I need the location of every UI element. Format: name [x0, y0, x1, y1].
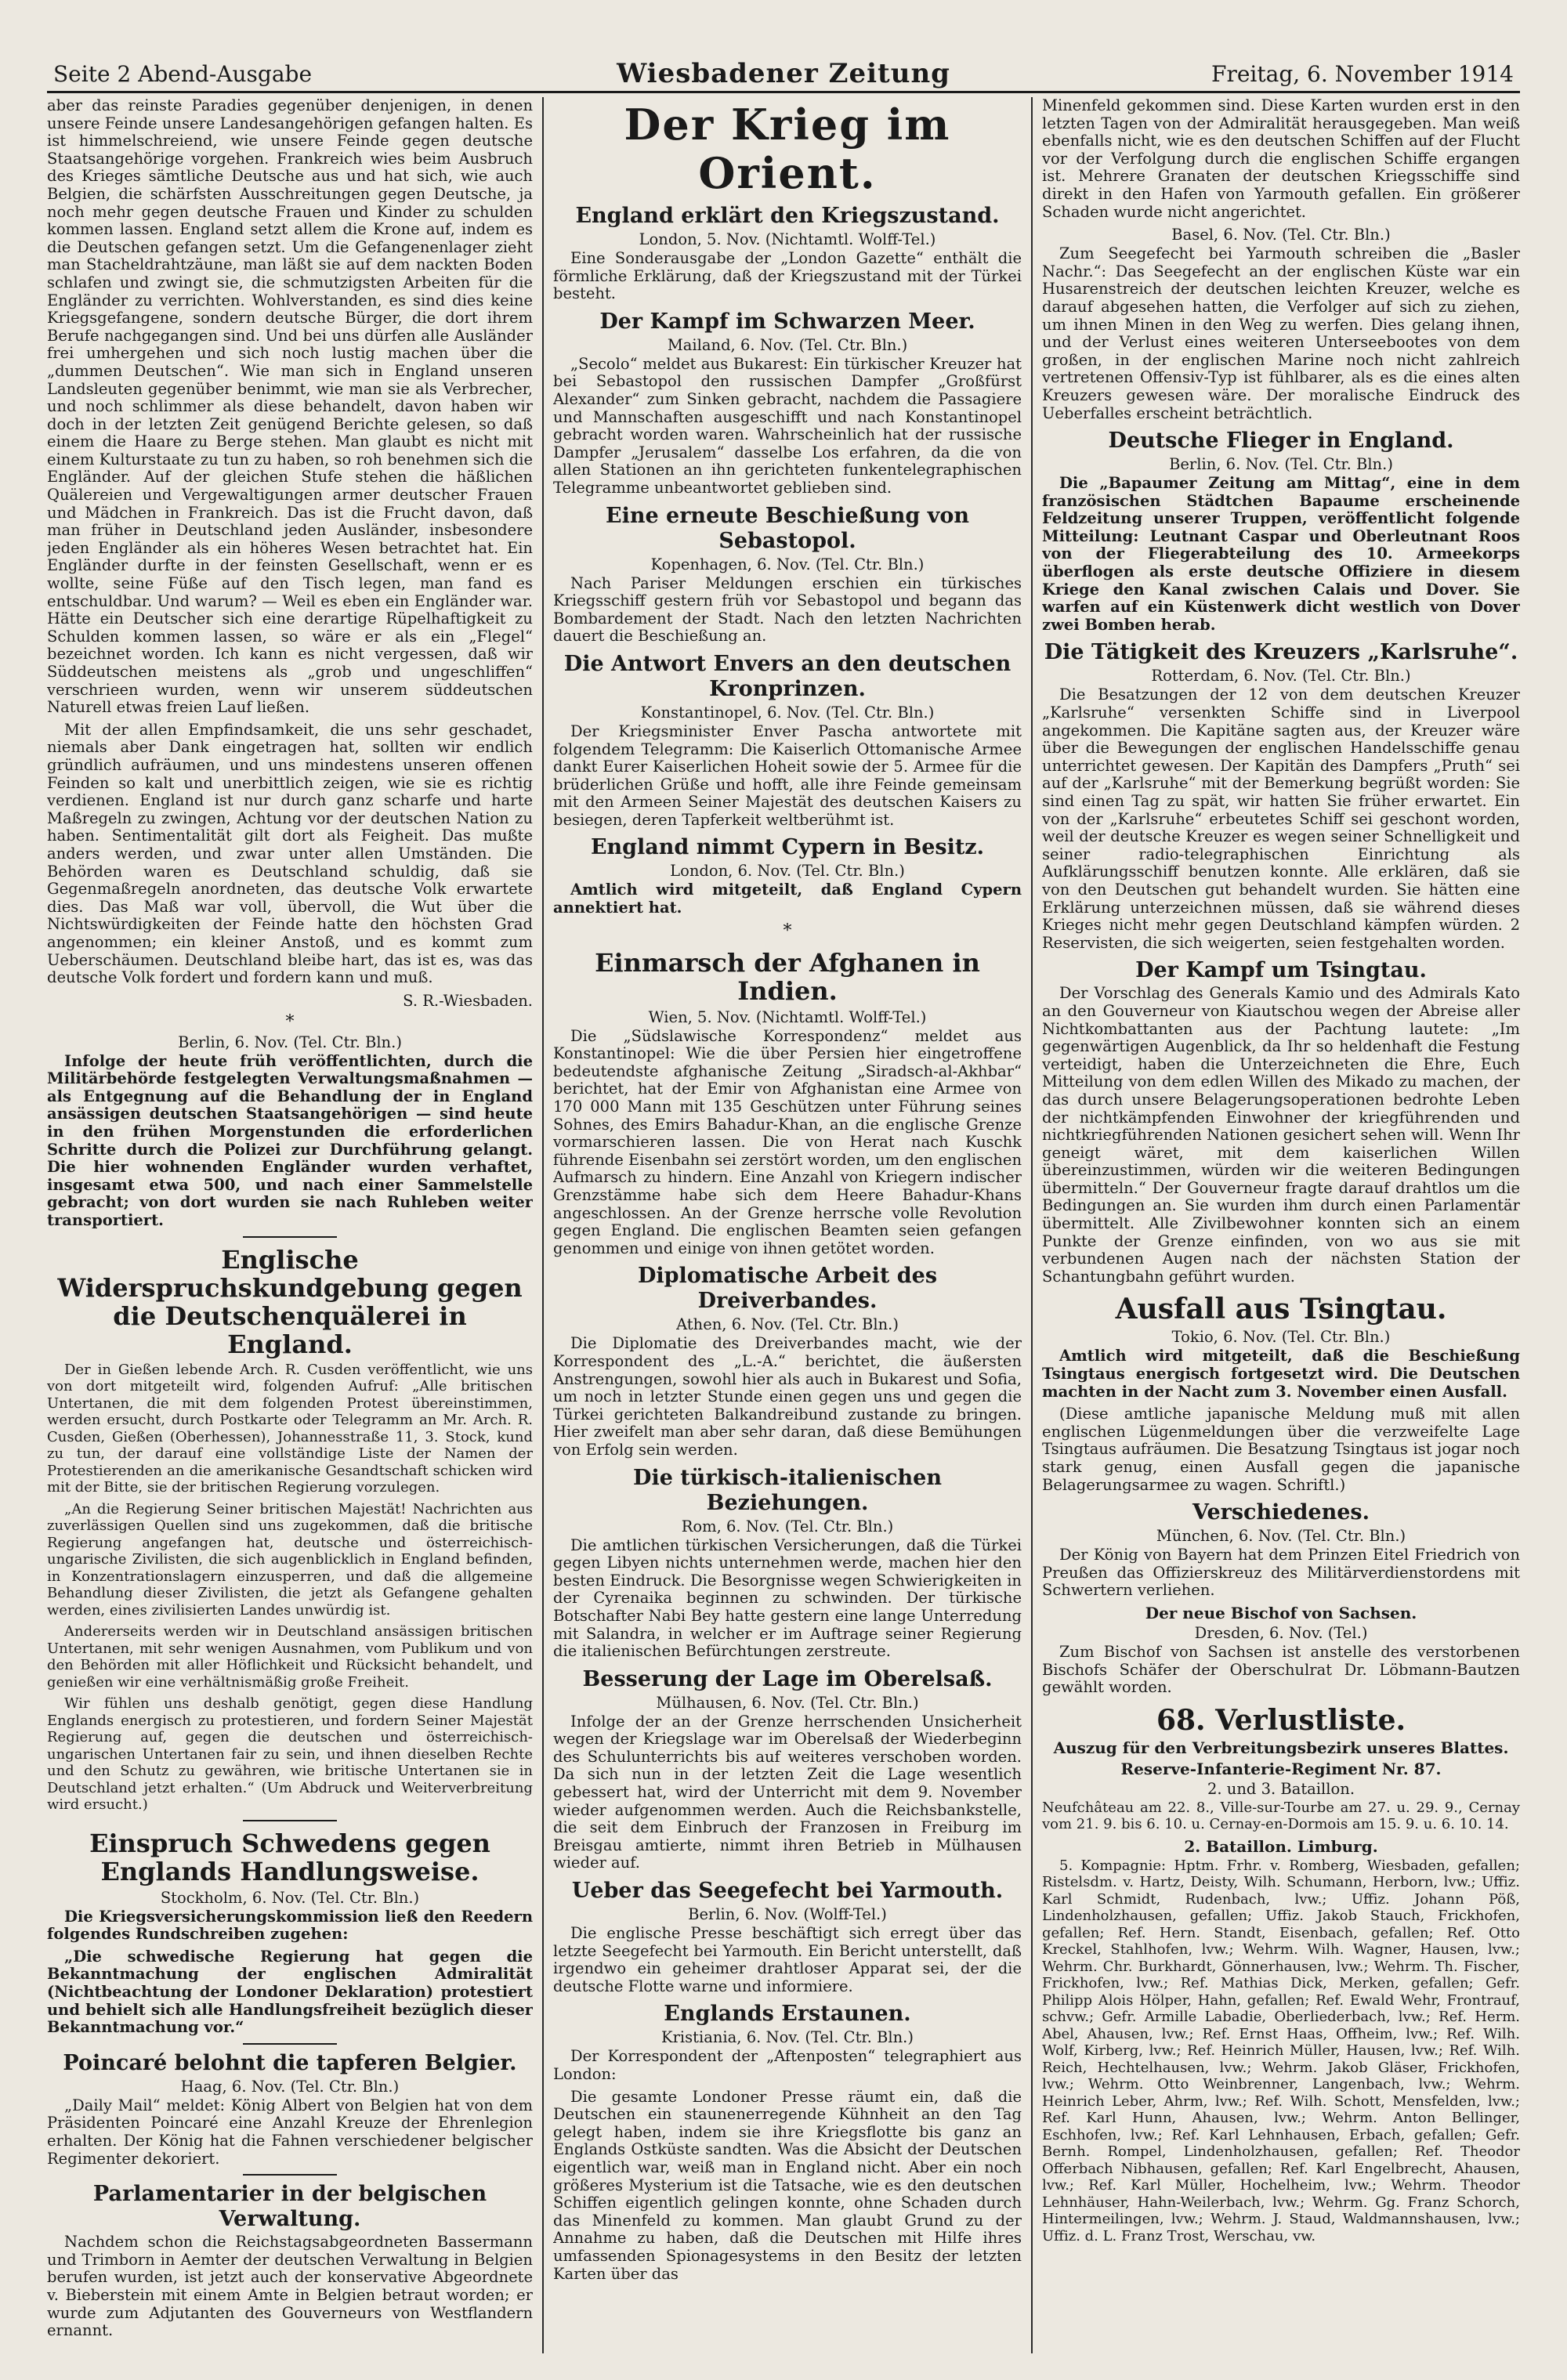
headline: Verschiedenes.: [1192, 1500, 1370, 1525]
headline: Ueber das Seegefecht bei Yarmouth.: [571, 1879, 1004, 1904]
battalion-title: 2. und 3. Bataillon.: [1207, 1779, 1355, 1798]
dateline: Rotterdam, 6. Nov. (Tel. Ctr. Bln.): [1151, 667, 1411, 685]
headline: Parlamentarier in der belgischen Verwaltung.: [92, 2182, 487, 2232]
headline: England erklärt den Kriegszustand.: [575, 204, 1000, 228]
dateline: Basel, 6. Nov. (Tel. Ctr. Bln.): [1171, 226, 1391, 244]
dateline: Haag, 6. Nov. (Tel. Ctr. Bln.): [180, 2077, 400, 2096]
article-text: „Secolo“ meldet aus Bukarest: Ein türkischer Kreuzer hat bei Sebastopol den russischen Dampfer „Großfürst Alexander“ zum Sinken gebracht, nachdem die Passagiere und Mannschaften ausgeschifft und nach Konstantinopel gebracht worden waren. Wahrscheinlich hat der russische Dampfer „Jerusalem“ dasselbe Los erfahren, da die von allen Stationen an ihn gerichteten funkentelegraphischen Telegramme unbeantwortet geblieben sind.: [553, 354, 1022, 497]
column-1: [47, 97, 533, 2353]
article-text: Amtlich wird mitgeteilt, daß die Beschießung Tsingtaus energisch fortgesetzt wird. Die Deutschen machten in der Nacht zum 3. November einen Ausfall.: [1042, 1347, 1520, 1401]
headline: Einspruch Schwedens gegen Englands Handlungsweise.: [89, 1828, 490, 1886]
dateline: London, 5. Nov. (Nichtamtl. Wolff-Tel.): [639, 230, 936, 248]
column-rule-1: [542, 97, 544, 2353]
headline: Einmarsch der Afghanen in Indien.: [595, 947, 980, 1006]
dateline: Berlin, 6. Nov. (Tel. Ctr. Bln.): [178, 1033, 402, 1051]
article-text: Die Kriegsversicherungskommission ließ den Reedern folgendes Rundschreiben zugehen:: [47, 1907, 533, 1944]
headline: Diplomatische Arbeit des Dreiverbandes.: [637, 1264, 938, 1314]
dateline: Berlin, 6. Nov. (Wolff-Tel.): [688, 1905, 887, 1924]
article-text: „Die schwedische Regierung hat gegen die Bekanntmachung der englischen Admiralität (Nichtbeachtung der Londoner Deklaration) protestiert und behielt sich alle Handlungsfreiheit bezüglich dieser Bekanntmachung vor.“: [47, 1947, 533, 2037]
article-text: Nachdem schon die Reichstagsabgeordneten Bassermann und Trimborn in Aemter der deutschen Verwaltung in Belgien berufen wurden, ist jetzt auch der konservative Abgeordnete v. Bieberstein mit einem Amte in Belgien betraut worden; er wurde zum Adjutanten des Gouverneurs von Westflandern ernannt.: [47, 2233, 533, 2340]
divider: [243, 1820, 337, 1821]
separator-star: *: [783, 921, 792, 941]
newspaper-title: Wiesbadener Zeitung: [617, 58, 950, 89]
article-text: Wir fühlen uns deshalb genötigt, gegen diese Handlung Englands energisch zu protestieren, und fordern Seiner Majestät Regierung auf, gegen die deutschen und österreichisch-ungarischen Untertanen fair zu sein, und ihnen dieselben Rechte und den Schutz zu gewähren, wie britische Untertanen sie in Deutschland jetzt erhalten.“ (Um Abdruck und Weiterverbreitung wird ersucht.): [47, 1695, 533, 1814]
regiment-title: Reserve-Infanterie-Regiment Nr. 87.: [1120, 1759, 1442, 1778]
article-text: Mit der allen Empfindsamkeit, die uns sehr geschadet, niemals aber Dank eingetragen hat, sollten wir endlich gründlich aufräumen, und uns mindestens unseren offenen Feinden so kalt und unerbittlich zeigen, wie sie es richtig verdienen. England ist nur durch ganz scharfe und harte Maßregeln zu zwingen, Achtung vor der deutschen Nation zu haben. Sentimentalität gilt dort als Feigheit. Das mußte anders werden, und zwar unter allen Umständen. Die Behörden waren es Deutschland schuldig, daß sie Gegenmaßregeln anordneten, das deutsche Volk erwartete dies. Das Maß war voll, übervoll, die Wut über die Nichtswürdigkeiten der Feinde hatte den höchsten Grad angenommen; ein kleiner Anstoß, und es kommt zum Ueberschäumen. Deutschland bleibe hart, das ist es, was das deutsche Volk fordert und fordern kann und muß.: [47, 720, 533, 987]
dateline: München, 6. Nov. (Tel. Ctr. Bln.): [1156, 1527, 1406, 1546]
article-text: „An die Regierung Seiner britischen Majestät! Nachrichten aus zuverlässigen Quellen sind uns zugekommen, daß die britische Regierung angefangen hat, deutsche und österreichisch-ungarische Zivilisten, die sich augenblicklich in England befinden, in Konzentrationslagern einzusperren, und daß die allgemeine Behandlung dieser Zivilisten, die jetzt als Gefangene gehalten werden, eines zivilisierten Landes unwürdig ist.: [47, 1500, 533, 1619]
dateline: Kopenhagen, 6. Nov. (Tel. Ctr. Bln.): [650, 555, 925, 573]
article-text: Der Kriegsminister Enver Pascha antwortete mit folgendem Telegramm: Die Kaiserlich Ottomanische Armee dankt Eurer Kaiserlichen Hoheit sowie der 5. Armee für die brüderlichen Grüße und hofft, alle ihre Feinde gemeinsam mit den Armeen Seiner Majestät des deutschen Kaisers zu besiegen, deren Tapferkeit weltberühmt ist.: [553, 722, 1022, 829]
headline: Poincaré belohnt die tapferen Belgier.: [63, 2050, 517, 2075]
article-text: Die englische Presse beschäftigt sich erregt über das letzte Seegefecht bei Yarmouth. Ein Bericht unterstellt, daß irgendwo ein geheimer drahtloser Apparat sei, der die deutsche Flotte warne und informiere.: [553, 1924, 1022, 1995]
separator-star: *: [285, 1011, 295, 1032]
article-text: Nach Pariser Meldungen erschien ein türkisches Kriegsschiff gestern früh vor Sebastopol und begann das Bombardement der Stadt. Nach den letzten Nachrichten dauert die Beschießung an.: [553, 573, 1022, 646]
dateline: London, 6. Nov. (Tel. Ctr. Bln.): [670, 862, 905, 881]
author-signature: S. R.-Wiesbaden.: [403, 991, 533, 1010]
article-text: Die Diplomatie des Dreiverbandes macht, wie der Korrespondent des „L.-A.“ berichtet, die äußersten Anstrengungen, sowohl hier als auch in Bukarest und Sofia, um noch in letzter Stunde einen gegen uns und gegen die Türkei gerichteten Balkandreibund zustande zu bringen. Hier zweifelt man aber sehr daran, daß diese Bemühungen von Erfolg sein werden.: [553, 1334, 1022, 1459]
dateline: Mailand, 6. Nov. (Tel. Ctr. Bln.): [667, 335, 908, 354]
divider: [243, 2174, 337, 2176]
divider: [243, 1236, 337, 1238]
article-text: Zum Seegefecht bei Yarmouth schreiben die „Basler Nachr.“: Das Seegefecht an der englischen Küste war ein Husarenstreich der deutschen leichten Kreuzer, welche es darauf abgesehen hatten, die Verfolger auf sich zu ziehen, um ihnen Minen in den Weg zu werfen. Dies gelang ihnen, und der Verlust eines weiteren Unterseebootes von dem großen, in der englischen Marine noch nicht zahlreich vertretenen Offensiv-Typ ist fühlbarer, als es die eines alten Kreuzers gewesen wäre. Der moralische Eindruck des Ueberfalles erscheint beträchtlich.: [1042, 244, 1520, 422]
article-text: Minenfeld gekommen sind. Diese Karten wurden erst in den letzten Tagen von der Admiralität herausgegeben. Man weiß ebenfalls nicht, wie es den deutschen Schiffen auf der Flucht vor der Verfolgung durch die englischen Schiffe ergangen ist. Mehrere Granaten der deutschen Kriegsschiffe sind direkt in den Hafen von Yarmouth gefallen. Ein größerer Schaden wurde nicht angerichtet.: [1042, 97, 1520, 221]
headline: Englische Widerspruchskundgebung gegen die Deutschenquälerei in England.: [57, 1244, 523, 1359]
main-headline: Der Krieg im Orient.: [624, 99, 951, 198]
article-text: „Daily Mail“ meldet: König Albert von Belgien hat von dem Präsidenten Poincaré eine Anzahl Kreuze der Ehrenlegion erhalten. Der König hat die Fahnen verschiedener belgischer Regimenter dekoriert.: [47, 2096, 533, 2168]
headline: Die Tätigkeit des Kreuzers „Karlsruhe“.: [1044, 640, 1518, 665]
dateline: Kristiania, 6. Nov. (Tel. Ctr. Bln.): [661, 2028, 914, 2047]
dateline: Dresden, 6. Nov. (Tel.): [1194, 1623, 1368, 1642]
article-text: Die „Bapaumer Zeitung am Mittag“, eine in dem französischen Städtchen Bapaume erscheinende Feldzeitung unserer Truppen, veröffentlicht folgende Mitteilung: Leutnant Caspar und Oberleutnant Roos von der Fliegerabteilung des 10. Armeekorps überflogen als erste deutsche Offiziere in diesem Kriege den Kanal zwischen Calais und Dover. Sie warfen auf ein Küstenwerk dicht westlich von Dover zwei Bomben herab.: [1042, 474, 1520, 634]
casualty-list: [1042, 1799, 1520, 2245]
headline: Ausfall aus Tsingtau.: [1115, 1293, 1447, 1326]
issue-date: Freitag, 6. November 1914: [1211, 61, 1514, 87]
headline: England nimmt Cypern in Besitz.: [590, 835, 985, 860]
subheadline: Auszug für den Verbreitungsbezirk unseres Blattes.: [1053, 1738, 1509, 1757]
dateline: Rom, 6. Nov. (Tel. Ctr. Bln.): [681, 1517, 894, 1535]
column-rule-2: [1031, 97, 1033, 2353]
article-text: Die Besatzungen der 12 von dem deutschen Kreuzer „Karlsruhe“ versenkten Schiffe sind in Liverpool angekommen. Die Kapitäne sagten aus, der Kreuzer wäre über die Bewegungen der englischen Handelsschiffe genau unterrichtet gewesen. Der Kapitän des Dampfers „Pruth“ sei auf der „Karlsruhe“ mit der Bemerkung begrüßt worden: Sie sind einen Tag zu spät, wir hatten Sie früher erwartet. Ein von der „Karlsruhe“ erbeutetes Schiff sei geschont worden, weil der deutsche Kreuzer es wegen seiner Schnelligkeit und seiner radio-telegraphischen Einrichtung als Aufklärungsschiff benutzen konnte. Alle erklären, daß sie von den Deutschen gut behandelt wurden. Sie hätten eine Erklärung unterzeichnen müssen, daß sie während dieses Krieges nicht mehr gegen Deutschland kämpfen würden. 2 Reservisten, die sich weigerten, seien festgehalten worden.: [1042, 685, 1520, 952]
headline: Deutsche Flieger in England.: [1108, 429, 1454, 454]
dateline: Wien, 5. Nov. (Nichtamtl. Wolff-Tel.): [648, 1007, 927, 1026]
column-2: [553, 97, 1022, 2353]
article-text: Die gesamte Londoner Presse räumt ein, daß die Deutschen ein staunenerregende Kühnheit an den Tag gelegt haben, indem sie ihre Kriegsflotte bis ganz an Englands Ostküste sandten. Was die Absicht der Deutschen eigentlich war, weiß man in England nicht. Aber ein noch größeres Mysterium ist die Tatsache, wie es den deutschen Schiffen eigentlich gelingen konnte, ohne Schaden durch das Minenfeld zu kommen. Man glaubt Grund zu der Annahme zu haben, daß die Deutschen mit Hilfe ihres umfassenden Spionagesystems in den Besitz der letzten Karten über das: [553, 2087, 1022, 2283]
divider: [243, 2043, 337, 2045]
article-text: Eine Sonderausgabe der „London Gazette“ enthält die förmliche Erklärung, daß der Kriegszustand mit der Türkei besteht.: [553, 249, 1022, 303]
subheadline: Der neue Bischof von Sachsen.: [1145, 1603, 1417, 1622]
headline: Der Kampf um Tsingtau.: [1135, 958, 1427, 983]
headline: Englands Erstaunen.: [664, 2002, 911, 2027]
page-edition: Seite 2 Abend-Ausgabe: [53, 61, 313, 87]
headline: Der Kampf im Schwarzen Meer.: [599, 309, 975, 334]
headline: Die Antwort Envers an den deutschen Kronprinzen.: [563, 651, 1011, 701]
article-text: Der König von Bayern hat dem Prinzen Eitel Friedrich von Preußen das Offizierskreuz des Militärverdienstordens mit Schwertern verliehen.: [1042, 1546, 1520, 1600]
article-text: Der in Gießen lebende Arch. R. Cusden veröffentlicht, wie uns von dort mitgeteilt wird, folgenden Aufruf: „Alle britischen Untertanen, die mit dem folgenden Protest übereinstimmen, werden ersucht, durch Postkarte oder Telegramm an Mr. Arch. R. Cusden, Gießen (Oberhessen), Johannesstraße 11, 3. Stock, kund zu tun, der darauf eine vollständige Liste der Namen der Protestierenden an die amerikanische Gesandtschaft schicken wird mit der Bitte, sie der britischen Regierung vorzulegen.: [47, 1361, 533, 1496]
dateline: Stockholm, 6. Nov. (Tel. Ctr. Bln.): [160, 1888, 420, 1907]
dateline: Berlin, 6. Nov. (Tel. Ctr. Bln.): [1169, 455, 1393, 474]
dateline: Konstantinopel, 6. Nov. (Tel. Ctr. Bln.): [640, 703, 935, 722]
article-text: Zum Bischof von Sachsen ist anstelle des verstorbenen Bischofs Schäfer der Oberschulrat Dr. Löbmann-Bautzen gewählt worden.: [1042, 1642, 1520, 1697]
article-text: Die amtlichen türkischen Versicherungen, daß die Türkei gegen Libyen nichts unternehmen werde, machen hier den besten Eindruck. Die Besorgnisse wegen Schwierigkeiten in der Cyrenaika beginnen zu schwinden. Der türkische Botschafter Nabi Bey hatte gestern eine lange Unterredung mit Salandra, in welcher er im Auftrage seiner Regierung die italienischen Befürchtungen zerstreute.: [553, 1535, 1022, 1661]
article-text: Amtlich wird mitgeteilt, daß England Cypern annektiert hat.: [553, 881, 1022, 917]
list-item: Neufchâteau am 22. 8., Ville-sur-Tourbe am 27. u. 29. 9., Cernay vom 21. 9. bis 6. 10. u. Cernay-en-Dormois am 15. 9. u. 6. 10. 14.: [1042, 1799, 1520, 1833]
list-item: 5. Kompagnie: Hptm. Frhr. v. Romberg, Wiesbaden, gefallen; Ristelsdm. v. Hartz, Deisty, Wilh. Schumann, Herborn, lvw.; Uffiz. Karl Schmidt, Rudenbach, lvw.; Uffiz. Johann Pöß, Lindenholzhausen, gefallen; Uffiz. Jakob Stauch, Frickhofen, gefallen; Ref. Hern. Standt, Eisenbach, gefallen; Ref. Otto Kreckel, Stahlhofen, lvw.; Wehrm. Wilh. Wagner, Hausen, lvw.; Wehrm. Chr. Burkhardt, Gönnerhausen, lvw.; Wehrm. Th. Fischer, Frickhofen, lvw.; Ref. Mathias Dick, Merken, gefallen; Gefr. Philipp Alois Hölper, Hahn, gefallen; Ref. Ewald Wehr, Frontrauf, schvw.; Gefr. Armille Labadie, Oberliederbach, lvw.; Ref. Herm. Abel, Ahausen, lvw.; Ref. Ernst Haas, Offheim, lvw.; Ref. Wilh. Wolf, Kirberg, lvw.; Ref. Heinrich Müller, Hausen, lvw.; Ref. Wilh. Reich, Hechtelhausen, lvw.; Wehrm. Jakob Gläser, Frickhofen, lvw.; Wehrm. Otto Weinbrenner, Langenbach, lvw.; Wehrm. Heinrich Leber, Ahrm, lvw.; Ref. Wilh. Schott, Mensfelden, lvw.; Ref. Karl Hunn, Ahausen, lvw.; Wehrm. Anton Bellinger, Eschhofen, lvw.; Ref. Karl Lehnhausen, Erbach, gefallen; Gefr. Bernh. Rompel, Lindenholzhausen, gefallen; Ref. Theodor Offerbach Nibhausen, gefallen; Ref. Karl Engelbrecht, Ahausen, lvw.; Ref. Karl Müller, Hochelheim, lvw.; Wehrm. Theodor Lehnhäuser, Hahn-Weilerbach, lvw.; Wehrm. Gg. Franz Schorch, Hintermeilingen, lvw.; Wehrm. J. Staud, Waldmannshausen, lvw.; Uffiz. d. L. Franz Trost, Werschau, vw.: [1042, 1857, 1520, 2244]
headline: Besserung der Lage im Oberelsaß.: [582, 1666, 993, 1691]
article-text: Der Korrespondent der „Aftenposten“ telegraphiert aus London:: [553, 2047, 1022, 2083]
article-text: aber das reinste Paradies gegenüber denjenigen, in denen unsere Feinde unsere Landesangehörigen gefangen halten. Es ist himmelschreiend, wie unsere Feinde gegen deutsche Staatsangehörige vorgehen. Frankreich wies beim Ausbruch des Krieges sämtliche Deutsche aus und hat sich, wie auch Belgien, die schärfsten Ausschreitungen gegen Deutsche, ja noch mehr gegen deutsche Frauen und Kinder zu schulden kommen lassen. England setzt allem die Krone auf, indem es die Deutschen gefangen setzt. Um die Gefangenenlager zieht man Stacheldrahtzäune, man läßt sie auf dem nackten Boden schlafen und zwingt sie, die schmutzigsten Arbeiten für die Engländer zu verrichten. Wohlverstanden, es sind dies keine Kriegsgefangene, sondern deutsche Bürger, die dort ihrem Berufe nachgegangen sind. Und bei uns dürfen alle Ausländer frei umhergehen und sich noch lustig machen über die „dummen Deutschen“. Wie man sich in England unseren Landsleuten gegenüber benimmt, wie man sie als Verbrecher, und noch schlimmer als diese behandelt, davon haben wir doch in der letzten Zeit genügend Berichte gelesen, so daß einem die Haare zu Berge stehen. Man glaubt es nicht mit einem Kulturstaate zu tun zu haben, so roh benehmen sich die Engländer. Auf der gleichen Stufe stehen die häßlichen Quälereien und Vergewaltigungen armer deutscher Frauen und Mädchen in Frankreich. Das ist die Frucht davon, daß man früher in Deutschland jeden Ausländer, insbesondere jeden Engländer als ein höheres Wesen betrachtet hat. Ein Engländer durfte in der feinsten Gesellschaft, wenn er es wollte, seine Füße auf den Tisch legen, man fand es entschuldbar. Und warum? — Weil es eben ein Engländer war. Hätte ein Deutscher sich eine derartige Rüpelhaftigkeit zu Schulden kommen lassen, so wäre er als ein „Flegel“ bezeichnet worden. Ich kann es nicht vergessen, daß wir Süddeutschen meistens als „grob und ungeschliffen“ verschrieen wurden, wenn wir unserem süddeutschen Naturell etwas freien Lauf ließen.: [47, 97, 533, 717]
article-text: (Diese amtliche japanische Meldung muß mit allen englischen Lügenmeldungen über die verzweifelte Lage Tsingtaus aufräumen. Die Besatzung Tsingtaus ist jogar noch stark genug, einen Ausfall gegen die japanische Belagerungsarmee zu wagen. Schriftl.): [1042, 1405, 1520, 1494]
battalion-title: 2. Bataillon. Limburg.: [1184, 1836, 1378, 1856]
masthead: [47, 56, 1520, 93]
article-text: Die „Südslawische Korrespondenz“ meldet aus Konstantinopel: Wie die über Persien hier eingetroffene bedeutendste afghanische Zeitung „Siradsch-al-Akhbar“ berichtet, hat der Emir von Afghanistan eine Armee von 170 000 Mann mit 135 Geschützen unter Führung seines Sohnes, des Emirs Bahadur-Khan, an die englische Grenze vormarschieren lassen. Die von Herat nach Kuschk führende Eisenbahn sei zerstört worden, um den englischen Aufmarsch zu hindern. Eine Anzahl von Kriegern indischer Grenzstämme habe sich dem Heere Bahadur-Khans angeschlossen. An der Grenze herrsche volle Revolution gegen England. Die englischen Beamten seien gefangen genommen und einige von ihnen getötet worden.: [553, 1026, 1022, 1257]
headline: Eine erneute Beschießung von Sebastopol.: [605, 503, 970, 553]
article-text: Infolge der heute früh veröffentlichten, durch die Militärbehörde festgelegten Verwaltungsmaßnahmen — als Entgegnung auf die Behandlung der in England ansässigen deutschen Staatsangehörigen — sind heute in den frühen Morgenstunden die erforderlichen Schritte durch die Polizei zur Durchführung gelangt. Die hier wohnenden Engländer wurden verhaftet, insgesamt etwa 500, und nach einer Sammelstelle gebracht; von dort wurden sie nach Ruhleben weiter transportiert.: [47, 1051, 533, 1230]
article-text: Infolge der an der Grenze herrschenden Unsicherheit wegen der Kriegslage war im Oberelsaß der Wiederbeginn des Schulunterrichts bis auf weiteres verschoben worden. Da sich nun in der letzten Zeit die Lage wesentlich gebessert hat, wird der Unterricht mit dem 9. November wieder aufgenommen werden. Auch die Reichsbankstelle, die seit dem Einbruch der Franzosen in Freiburg im Breisgau amtierte, nimmt ihren Betrieb in Mülhausen wieder auf.: [553, 1712, 1022, 1872]
dateline: Mülhausen, 6. Nov. (Tel. Ctr. Bln.): [656, 1693, 919, 1712]
article-text: Andererseits werden wir in Deutschland ansässigen britischen Untertanen, mit sehr wenigen Ausnahmen, vom Publikum und von den Behörden mit aller Höflichkeit und Rücksicht behandelt, und genießen wir eine verhältnismäßig große Freiheit.: [47, 1623, 533, 1691]
article-text: Der Vorschlag des Generals Kamio und des Admirals Kato an den Gouverneur von Kiautschou wegen der Abreise aller Nichtkombattanten aus der Pachtung lautete: „Im gegenwärtigen Augenblick, da Ihr so heldenhaft die Festung verteidigt, haben die Unterzeichneten die Ehre, Euch Mitteilung von dem edlen Willen des Mikado zu machen, der das durch unsere Belagerungsoperationen bedrohte Leben der nichtkämpfenden Einwohner der kriegführenden und nichtkriegführenden Nationen gesichert sehen will. Wenn Ihr geneigt wäret, mit dem kaiserlichen Willen übereinzustimmen, würden wir die weiteren Bedingungen übermitteln.“ Der Gouverneur fragte darauf drahtlos um die Bedingungen an. Sie wurden ihm durch einen Parlamentär übermittelt. Alle Zivilbewohner konnten sich an einem Punkte der Grenze einfinden, von wo aus sie mit verbundenen Augen nach der nächsten Station der Schantungbahn geführt wurden.: [1042, 984, 1520, 1286]
headline: 68. Verlustliste.: [1156, 1703, 1406, 1737]
headline: Die türkisch-italienischen Beziehungen.: [633, 1465, 942, 1515]
column-3: [1042, 97, 1520, 2353]
dateline: Athen, 6. Nov. (Tel. Ctr. Bln.): [676, 1315, 899, 1334]
dateline: Tokio, 6. Nov. (Tel. Ctr. Bln.): [1171, 1328, 1391, 1347]
